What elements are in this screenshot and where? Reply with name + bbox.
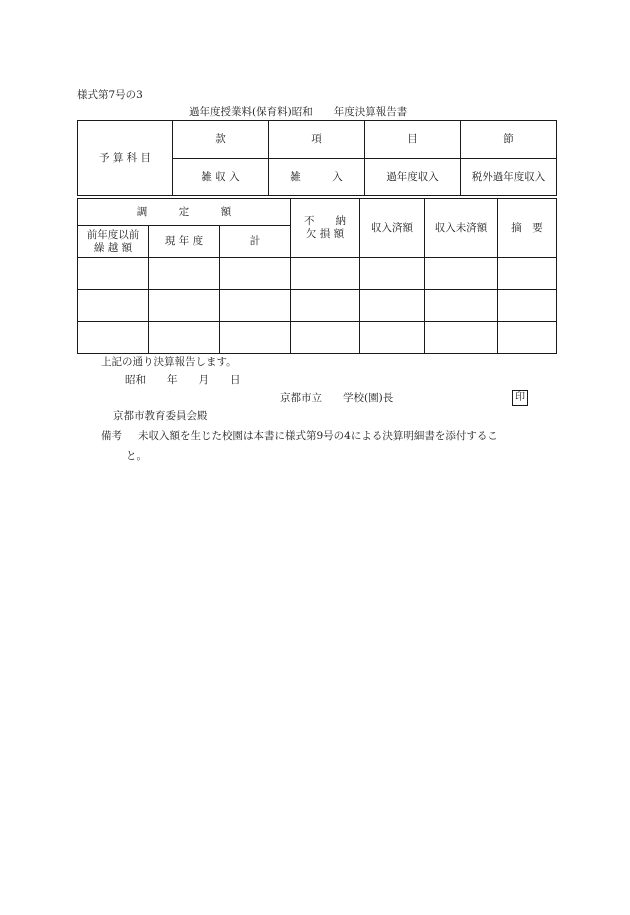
header-setsu: 節: [461, 121, 557, 159]
statement-text: 上記の通り決算報告します。: [101, 356, 237, 368]
carryover-header: 前年度以前 繰 越 額: [78, 226, 149, 258]
received-header: 収入済額: [360, 199, 425, 258]
value-kan: 雑 収 入: [173, 159, 269, 196]
uncollectible-header: 不 納 欠 損 額: [291, 199, 360, 258]
remarks-header: 摘 要: [498, 199, 557, 258]
adjusted-amount-header: 調 定 額: [78, 199, 291, 226]
budget-row-label: 予 算 科 目: [78, 121, 173, 196]
settlement-table: [77, 198, 557, 354]
form-number: 様式第7号の3: [77, 89, 143, 101]
value-setsu: 税外過年度収入: [461, 159, 557, 196]
value-moku: 過年度収入: [365, 159, 461, 196]
note-text: 未収入額を生じた校園は本書に様式第9号の4による決算明細書を添付するこ: [138, 430, 498, 442]
unreceived-header: 収入未済額: [425, 199, 498, 258]
table-row: [78, 322, 557, 354]
note-text-continued: と。: [126, 450, 147, 462]
total-header: 計: [220, 226, 291, 258]
date-line: 昭和 年 月 日: [125, 374, 241, 386]
table-row: [78, 290, 557, 322]
note-label: 備考: [101, 430, 122, 442]
current-year-header: 現 年 度: [149, 226, 220, 258]
header-moku: 目: [365, 121, 461, 159]
document-title: 過年度授業料(保育料)昭和 年度決算報告書: [189, 106, 408, 118]
value-kou: 雑 入: [269, 159, 365, 196]
budget-table: [77, 120, 557, 196]
seal-mark: 印: [512, 390, 528, 406]
table-row: [78, 258, 557, 290]
addressee: 京都市教育委員会殿: [113, 410, 208, 422]
signature-line: 京都市立 学校(園)長: [280, 392, 394, 404]
header-kan: 款: [173, 121, 269, 159]
header-kou: 項: [269, 121, 365, 159]
